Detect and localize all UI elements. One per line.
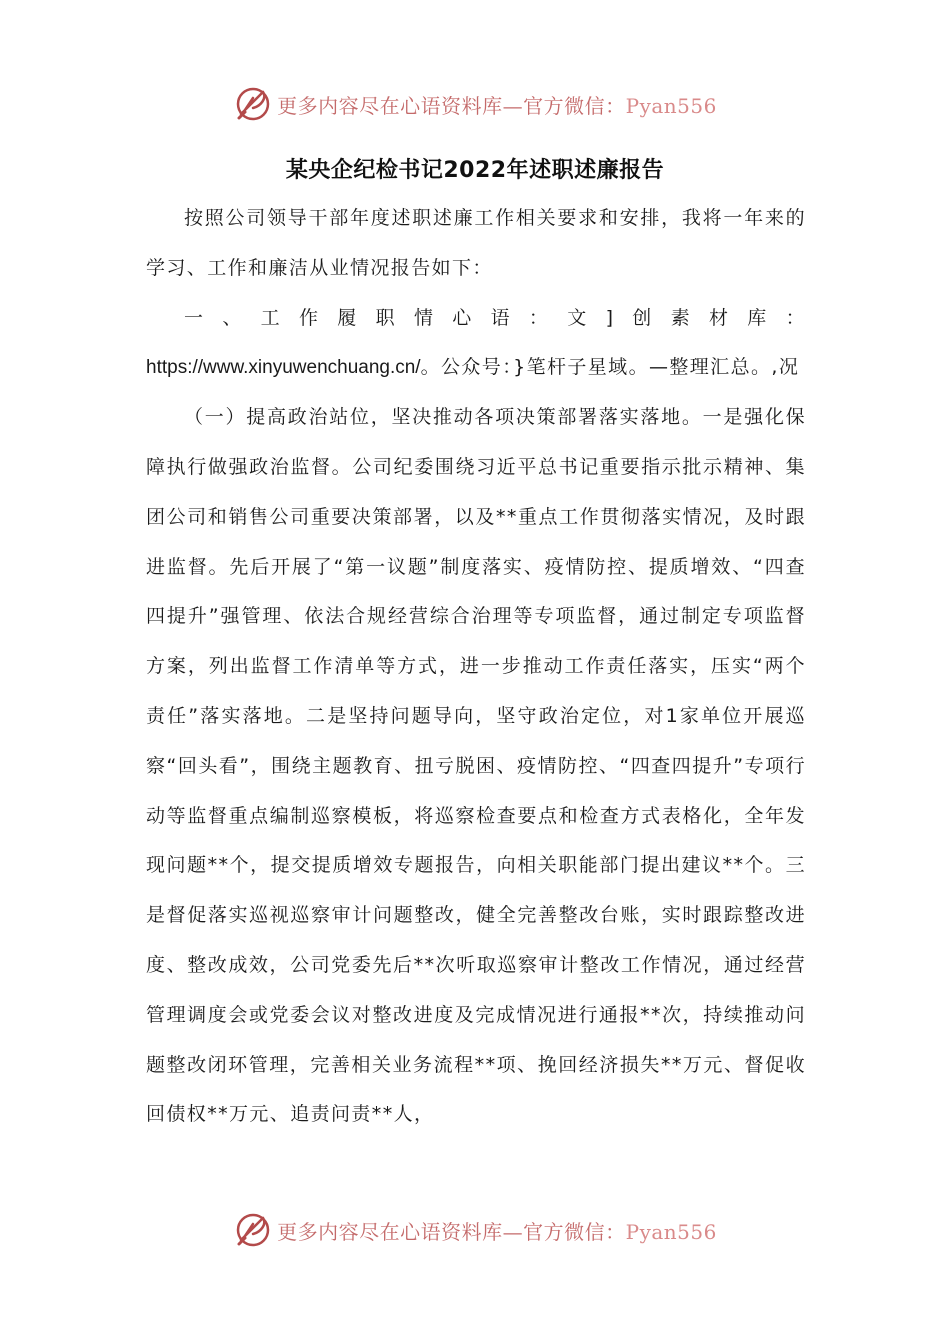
- wechat-id: Pyan556: [625, 93, 717, 118]
- banner-text: 更多内容尽在心语资料库—官方微信：Pyan556: [277, 93, 717, 118]
- wechat-id: Pyan556: [625, 1219, 717, 1244]
- document-body: [146, 194, 806, 1140]
- quill-logo-icon: [233, 84, 273, 124]
- document-title: 某央企纪检书记2022年述职述廉报告: [285, 158, 665, 183]
- quill-logo-icon: [233, 1210, 273, 1250]
- header-watermark-banner: [0, 82, 950, 126]
- footer-watermark-banner: [0, 1208, 950, 1252]
- source-url: https://www.xinyuwenchuang.cn/: [146, 357, 421, 379]
- section-heading: 一、工作履职情心语：文]创素材库：https://www.xinyuwenchuang.cn/。公众号：}笔杆子星域。—整理汇总。,况: [146, 306, 806, 379]
- body-paragraph: （一）提高政治站位，坚决推动各项决策部署落实落地。一是强化保障执行做强政治监督。公司纪委围绕习近平总书记重要指示批示精神、集团公司和销售公司重要决策部署，以及**重点工作贯彻落实情况，及时跟进监督。先后开展了“第一议题”制度落实、疫情防控、提质增效、“四查四提升”强管理、依法合规经营综合治理等专项监督，通过制定专项监督方案，列出监督工作清单等方式，进一步推动工作责任落实，压实“两个责任”落实落地。二是坚持问题导向，坚守政治定位，对1家单位开展巡察“回头看”，围绕主题教育、扭亏脱困、疫情防控、“四查四提升”专项行动等监督重点编制巡察模板，将巡察检查要点和检查方式表格化，全年发现问题**个，提交提质增效专题报告，向相关职能部门提出建议**个。三是督促落实巡视巡察审计问题整改，健全完善整改台账，实时跟踪整改进度、整改成效，公司党委先后**次听取巡察审计整改工作情况，通过经营管理调度会或党委会议对整改进度及完成情况进行通报**次，持续推动问题整改闭环管理，完善相关业务流程**项、挽回经济损失**万元、督促收回债权**万元、追责问责**人，: [146, 406, 806, 1126]
- intro-paragraph: 按照公司领导干部年度述职述廉工作相关要求和安排，我将一年来的学习、工作和廉洁从业情况报告如下：: [146, 207, 806, 279]
- banner-text: 更多内容尽在心语资料库—官方微信：Pyan556: [277, 1219, 717, 1244]
